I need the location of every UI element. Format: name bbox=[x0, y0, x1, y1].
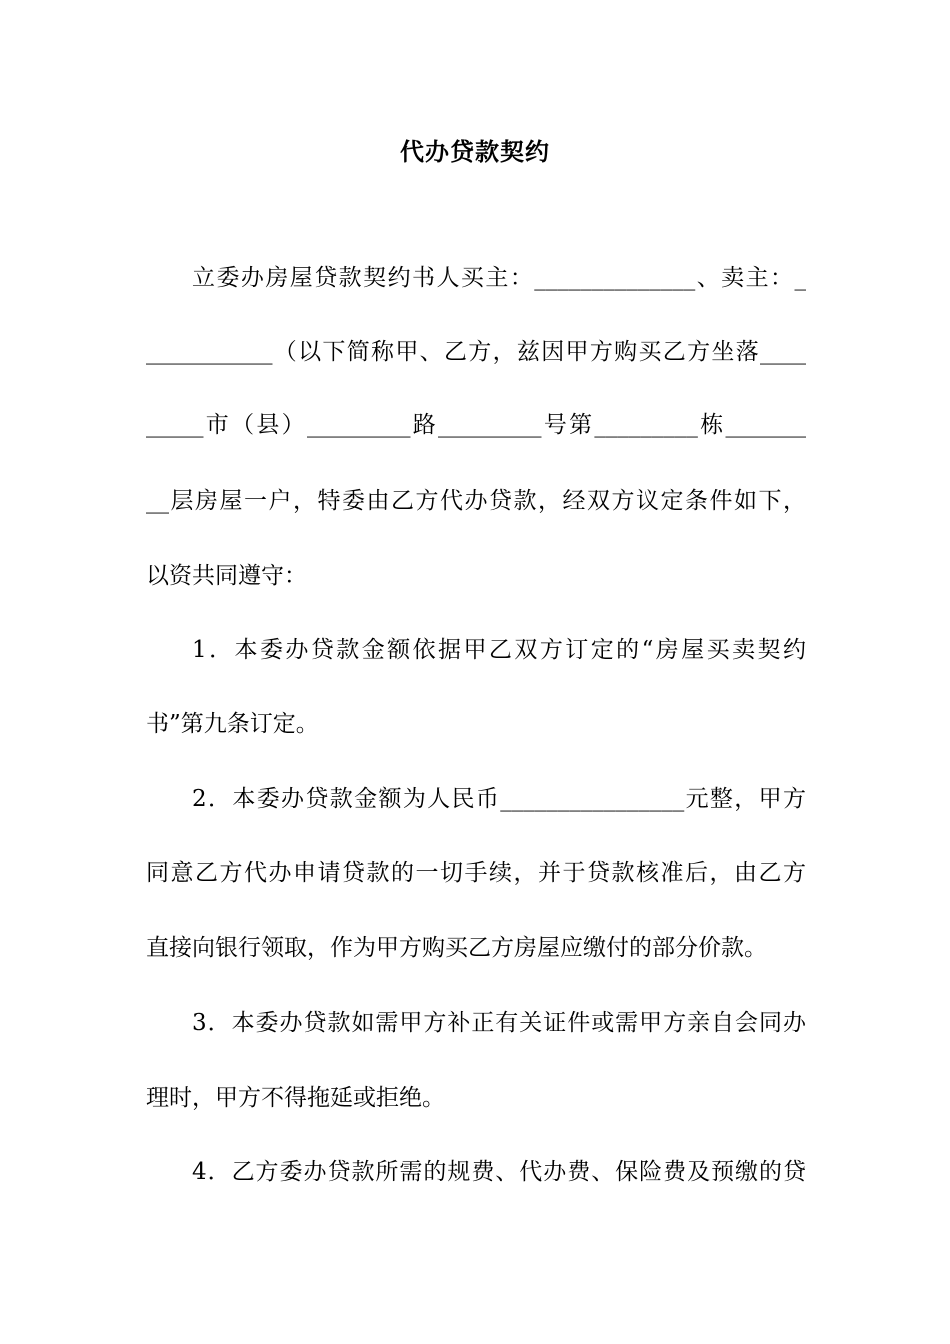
paragraph-intro-line-1: 立委办房屋贷款契约书人买主：______________、卖主：_ bbox=[192, 265, 806, 291]
clause-1-line-1: 1．本委办贷款金额依据甲乙双方订定的“房屋买卖契约 bbox=[192, 637, 806, 663]
paragraph-intro-line-2: ___________（以下简称甲、乙方，兹因甲方购买乙方坐落____ bbox=[146, 339, 806, 365]
clause-2-line-3: 直接向银行领取，作为甲方购买乙方房屋应缴付的部分价款。 bbox=[146, 935, 767, 961]
clause-1-line-2: 书”第九条订定。 bbox=[146, 711, 319, 737]
paragraph-intro-line-3: _____市（县）_________路_________号第_________栋_______ bbox=[146, 412, 806, 438]
document-title: 代办贷款契约 bbox=[400, 137, 550, 166]
clause-2-line-1: 2．本委办贷款金额为人民币________________元整，甲方 bbox=[192, 786, 806, 812]
clause-4-line-1: 4．乙方委办贷款所需的规费、代办费、保险费及预缴的贷 bbox=[192, 1159, 806, 1185]
clause-3-line-2: 理时，甲方不得拖延或拒绝。 bbox=[146, 1085, 445, 1111]
paragraph-intro-line-4: __层房屋一户，特委由乙方代办贷款，经双方议定条件如下， bbox=[146, 488, 806, 514]
paragraph-intro-line-5: 以资共同遵守： bbox=[146, 563, 307, 589]
clause-3-line-1: 3．本委办贷款如需甲方补正有关证件或需甲方亲自会同办 bbox=[192, 1010, 806, 1036]
clause-2-line-2: 同意乙方代办申请贷款的一切手续，并于贷款核准后，由乙方 bbox=[146, 860, 806, 886]
